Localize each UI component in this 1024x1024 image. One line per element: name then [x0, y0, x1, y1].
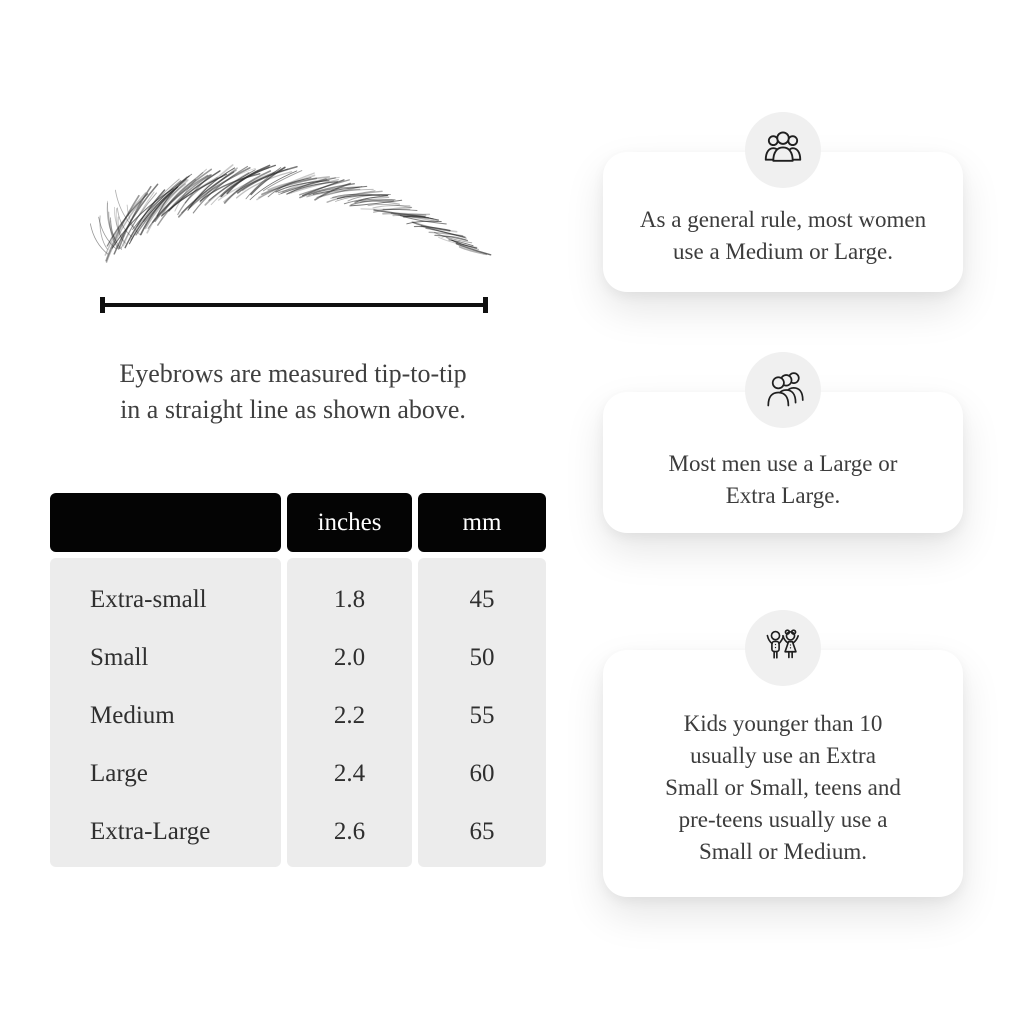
measurement-caption [43, 356, 543, 428]
card-text-line: As a general rule, most women [639, 207, 927, 232]
men-group-icon [760, 367, 806, 413]
table-row-label: Extra-Large [90, 818, 211, 845]
size-table [50, 493, 546, 867]
table-row-label: Extra-small [90, 586, 207, 613]
card-text-line: Extra Large. [725, 483, 841, 508]
icon-badge [745, 112, 821, 188]
icon-badge [745, 352, 821, 428]
table-row-label: Small [90, 644, 149, 671]
card-text-line: Small or Medium. [698, 839, 868, 864]
card-text-line: Small or Small, teens and [665, 775, 901, 800]
table-cell-inches: 2.2 [333, 702, 366, 729]
table-header-mm: mm [418, 493, 546, 552]
eyebrow-drawing [85, 160, 495, 284]
table-column-sizes [50, 558, 281, 867]
table-header-size [50, 493, 281, 552]
measurement-bar [100, 303, 488, 307]
table-header-inches: inches [287, 493, 412, 552]
table-cell-mm: 55 [469, 702, 495, 729]
caption-line-2: in a straight line as shown above. [120, 395, 466, 424]
table-column-mm [418, 558, 546, 867]
info-card-men [603, 392, 963, 533]
table-column-inches [287, 558, 412, 867]
table-cell-inches: 2.4 [333, 760, 366, 787]
women-group-icon [760, 127, 806, 173]
table-row-label: Medium [90, 702, 175, 729]
card-text-line: usually use an Extra [690, 743, 876, 768]
kids-icon [759, 624, 807, 672]
measurement-tick-right [483, 297, 488, 313]
card-text-line: use a Medium or Large. [673, 239, 893, 264]
icon-badge [745, 610, 821, 686]
info-card-women [603, 152, 963, 292]
card-text-line: Most men use a Large or [668, 451, 898, 476]
table-row-label: Large [90, 760, 148, 787]
table-cell-inches: 2.6 [333, 818, 366, 845]
table-cell-inches: 1.8 [333, 586, 366, 613]
table-cell-mm: 50 [469, 644, 495, 671]
info-card-kids [603, 650, 963, 897]
card-text-line: Kids younger than 10 [683, 711, 883, 736]
card-text-line: pre-teens usually use a [678, 807, 888, 832]
eyebrow-illustration [85, 160, 495, 284]
table-cell-inches: 2.0 [333, 644, 366, 671]
measurement-line [100, 297, 488, 313]
table-cell-mm: 65 [469, 818, 495, 845]
table-cell-mm: 45 [469, 586, 495, 613]
caption-line-1: Eyebrows are measured tip-to-tip [119, 359, 467, 388]
table-cell-mm: 60 [469, 760, 495, 787]
